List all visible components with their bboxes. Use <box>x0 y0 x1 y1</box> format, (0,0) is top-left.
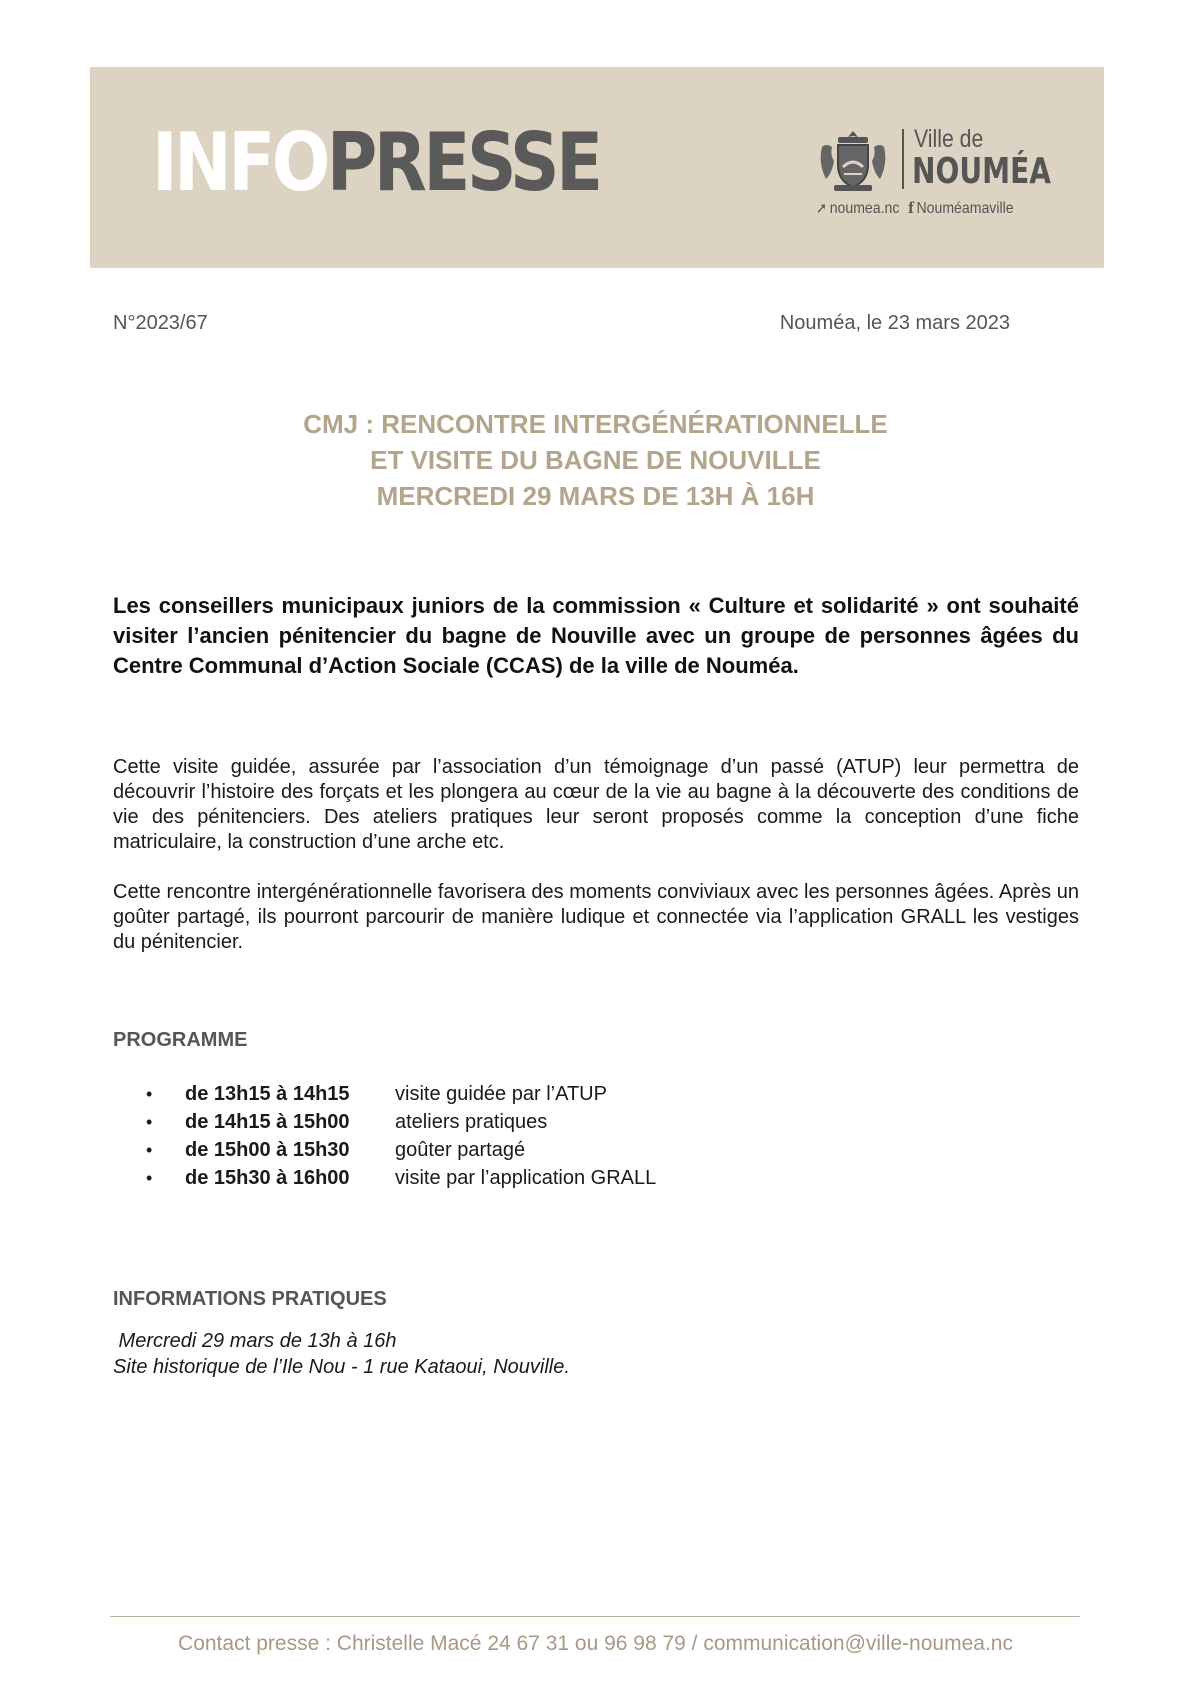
programme-time: de 15h30 à 16h00 <box>185 1167 350 1189</box>
programme-description: visite par l’application GRALL <box>395 1167 657 1189</box>
programme-time: de 14h15 à 15h00 <box>185 1111 350 1133</box>
programme-time: de 15h00 à 15h30 <box>185 1139 350 1161</box>
website-link[interactable]: noumea.nc <box>829 200 900 217</box>
ville-de-noumea-logo <box>816 125 1076 215</box>
practical-information <box>113 1328 570 1380</box>
press-release-number: N°2023/67 <box>113 312 208 334</box>
title-line-1: CMJ : RENCONTRE INTERGÉNÉRATIONNELLE <box>303 409 888 439</box>
page-title <box>0 406 1191 514</box>
press-contact: Contact presse : Christelle Macé 24 67 31 ou 96 98 79 / communication@ville-noumea.nc <box>178 1632 1013 1655</box>
bullet-icon: • <box>146 1084 153 1104</box>
programme-description: visite guidée par l’ATUP <box>395 1083 607 1105</box>
lead-paragraph: Les conseillers municipaux juniors de la commission « Culture et solidarité » ont souhaité visiter l’ancien pénitencier du bagne de Nouville avec un groupe de personnes âgées du Centre Communal d’Action Sociale (CCAS) de la ville de Nouméa. <box>113 593 1079 678</box>
title-line-3: MERCREDI 29 MARS DE 13H À 16H <box>376 481 815 511</box>
info-presse-wordmark <box>152 116 600 209</box>
facebook-icon: f <box>908 199 914 217</box>
city-crest-icon <box>816 127 890 193</box>
programme-description: goûter partagé <box>395 1139 526 1161</box>
bullet-icon: • <box>146 1140 153 1160</box>
footer-divider <box>110 1616 1080 1617</box>
programme-time: de 13h15 à 14h15 <box>185 1083 350 1105</box>
programme-description: ateliers pratiques <box>395 1111 548 1133</box>
brand-info: INFO <box>152 116 327 209</box>
logo-divider <box>902 129 904 189</box>
press-release-date: Nouméa, le 23 mars 2023 <box>779 312 1010 334</box>
logo-city-name: NOUMÉA <box>912 151 1052 192</box>
social-links <box>816 199 1014 218</box>
facebook-link[interactable]: Nouméamaville <box>916 200 1014 217</box>
bullet-icon: • <box>146 1168 153 1188</box>
brand-presse: PRESSE <box>326 116 600 209</box>
info-location: Site historique de l’Ile Nou - 1 rue Kataoui, Nouville. <box>113 1356 570 1378</box>
info-date-time: Mercredi 29 mars de 13h à 16h <box>113 1330 397 1352</box>
body-paragraph-2: Cette rencontre intergénérationnelle favorisera des moments conviviaux avec les personnes âgées. Après un goûter partagé, ils pourront parcourir de manière ludique et connectée via l’application GRALL les vestiges du pénitencier. <box>113 881 1079 953</box>
bullet-icon: • <box>146 1112 153 1132</box>
logo-city-small: Ville de <box>914 125 984 153</box>
informations-heading: INFORMATIONS PRATIQUES <box>113 1288 387 1310</box>
header-banner <box>90 67 1104 268</box>
programme-heading: PROGRAMME <box>113 1029 248 1051</box>
title-line-2: ET VISITE DU BAGNE DE NOUVILLE <box>370 445 821 475</box>
body-paragraph-1: Cette visite guidée, assurée par l’association d’un témoignage d’un passé (ATUP) leur permettra de découvrir l’histoire des forçats et les plongera au cœur de la vie au bagne à la découverte des conditions de vie des pénitenciers. Des ateliers pratiques leur seront proposés comme la conception d’une fiche matriculaire, la construction d’une arche etc. <box>113 756 1079 853</box>
arrow-icon: ➚ <box>816 200 828 217</box>
